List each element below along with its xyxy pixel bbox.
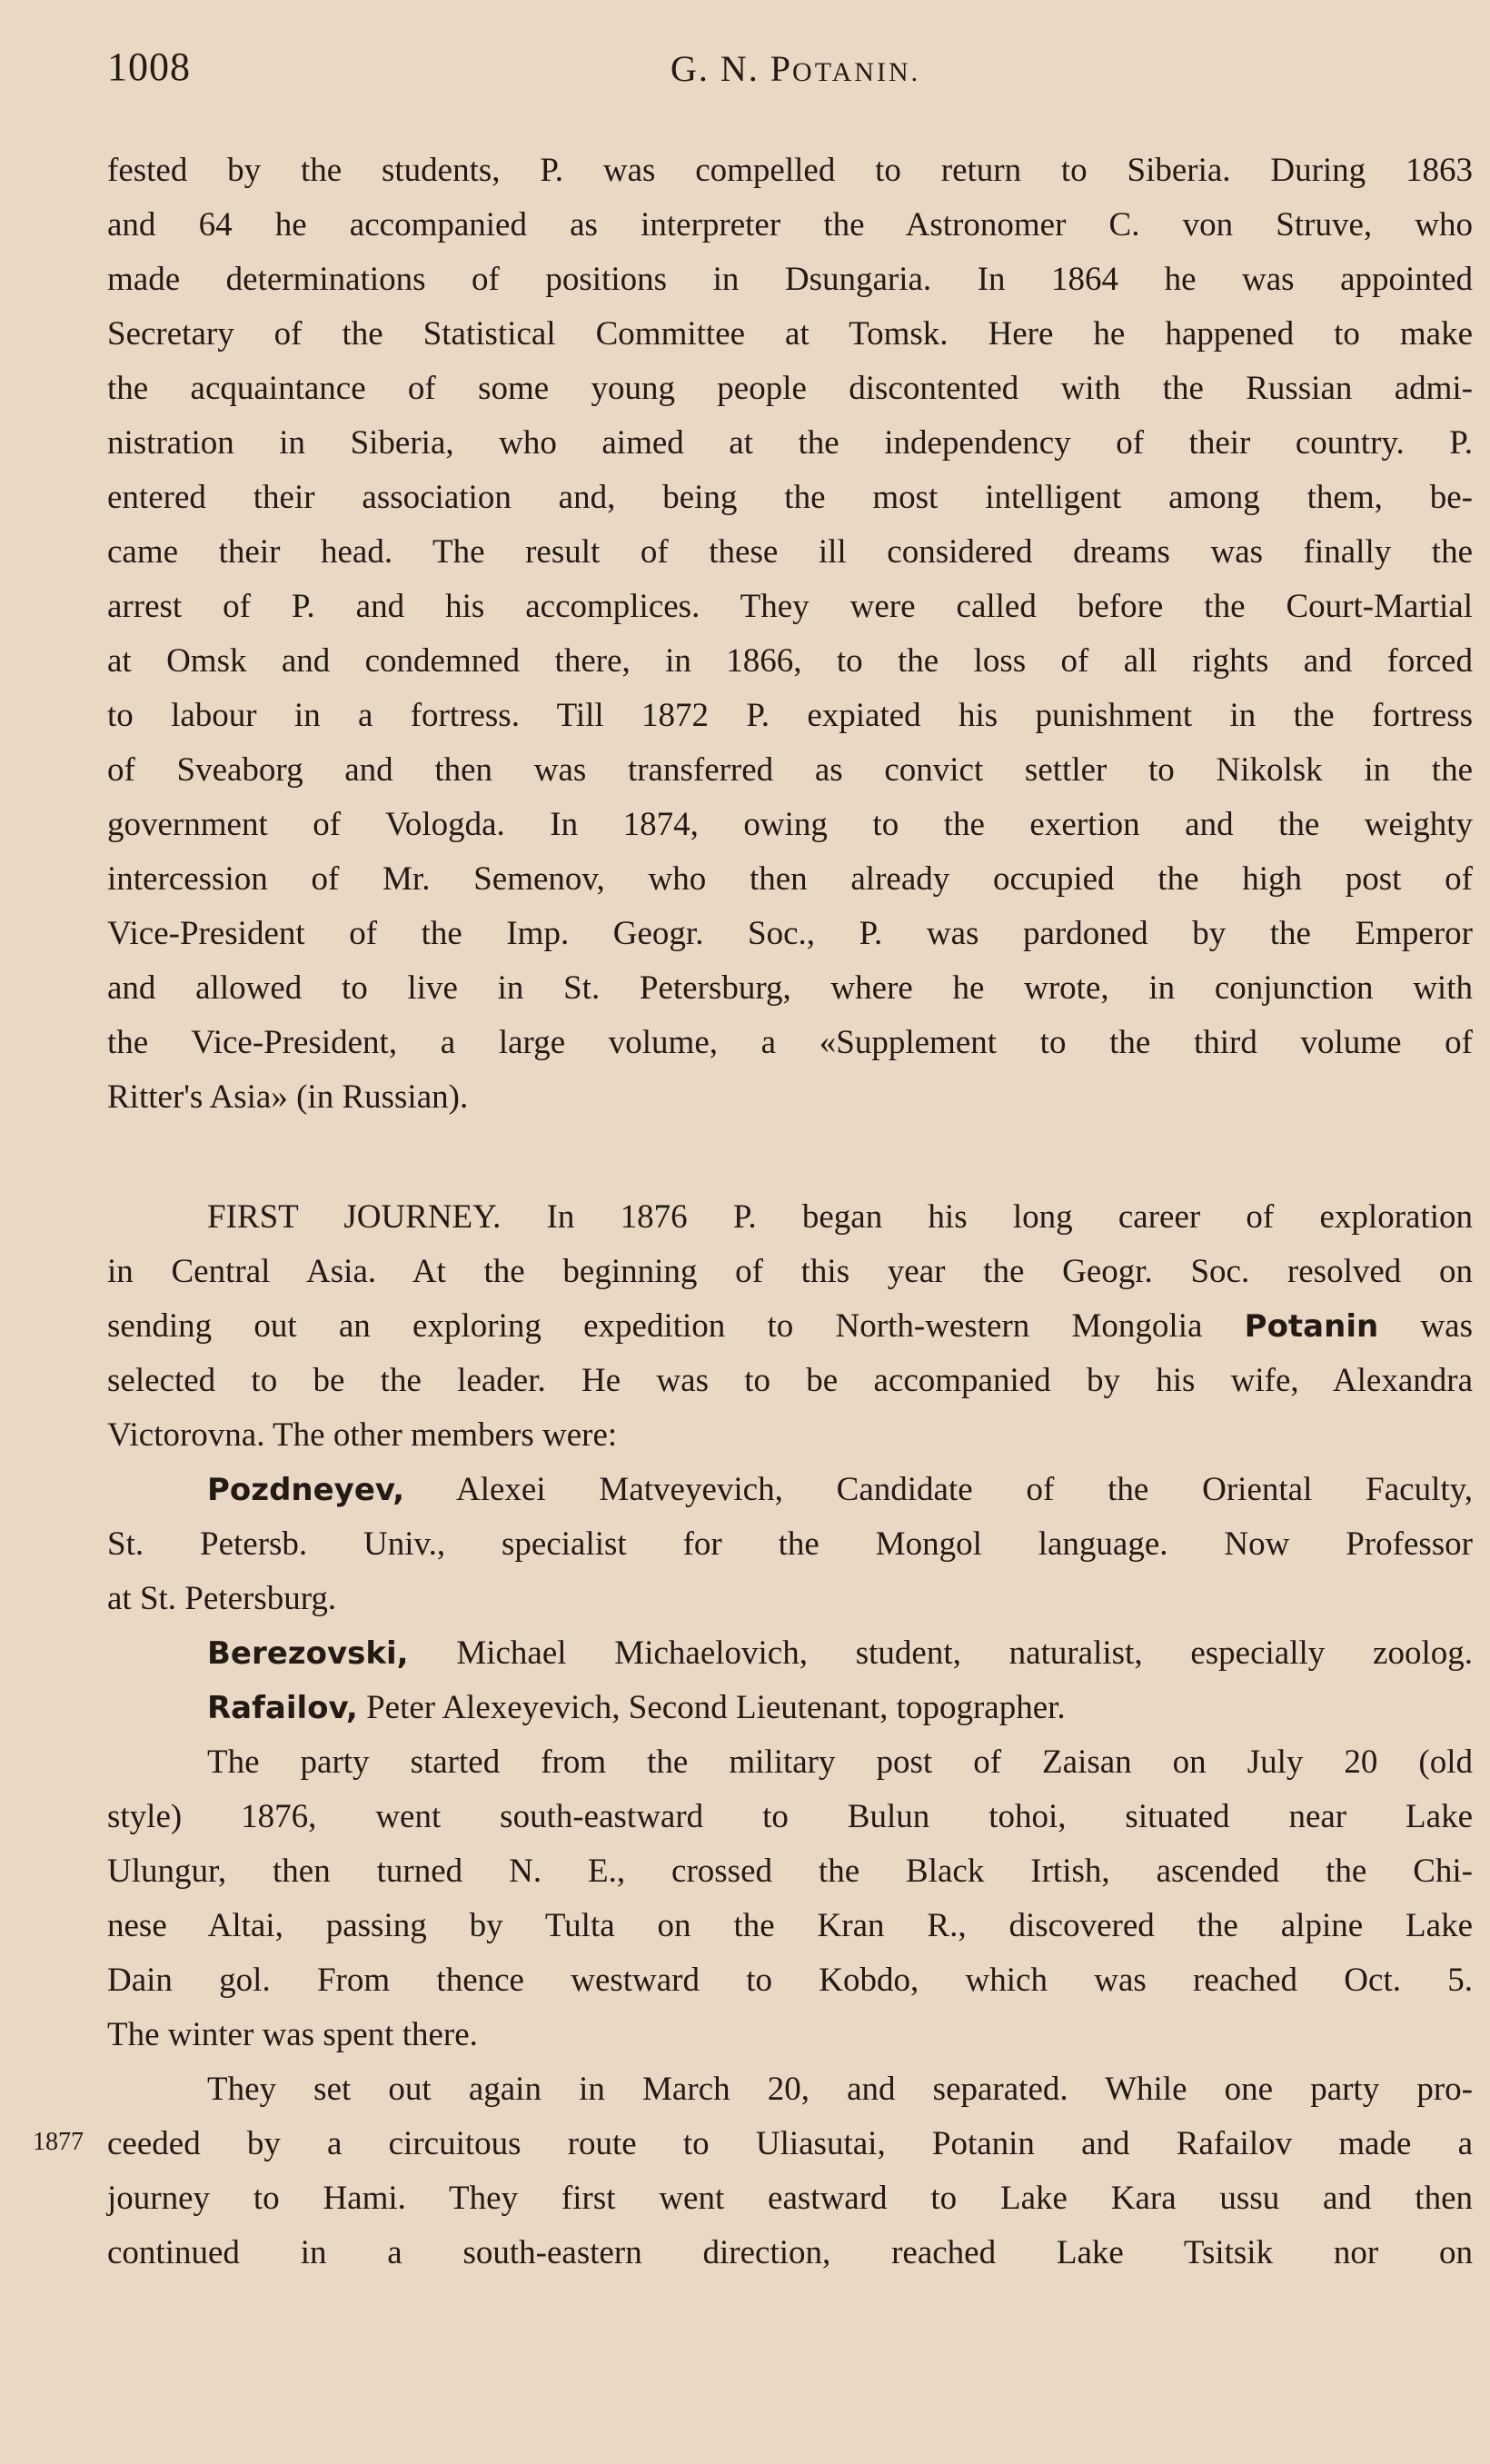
text-line: Victorovna. The other members were: — [107, 1416, 618, 1454]
text-line: Vice-President of the Imp. Geogr. Soc., P. was pardoned by the Emperor — [107, 915, 1473, 952]
text-line: at St. Petersburg. — [107, 1580, 337, 1617]
paragraph-party-route — [107, 1735, 1473, 2062]
text-line: nistration in Siberia, who aimed at the independency of their country. P. — [107, 424, 1473, 462]
person-name-potanin: Potanin — [1244, 1308, 1379, 1345]
text-line: selected to be the leader. He was to be accompanied by his wife, Alexandra — [107, 1362, 1473, 1399]
text-line: made determinations of positions in Dsungaria. In 1864 he was appointed — [107, 261, 1473, 298]
text-line: at Omsk and condemned there, in 1866, to the loss of all rights and forced — [107, 642, 1473, 680]
text-line: Ritter's Asia» (in Russian). — [107, 1078, 469, 1116]
page-header — [107, 44, 1488, 107]
paragraph-1877 — [107, 2062, 1473, 2280]
text-line: nese Altai, passing by Tulta on the Kran R., discovered the alpine Lake — [107, 1907, 1473, 1944]
text-line: sending out an exploring expedition to North-western Mongolia Potanin was — [107, 1307, 1473, 1345]
margin-year-note: 1877 — [33, 2128, 84, 2156]
text-line: ceeded by a circuitous route to Uliasutai, Potanin and Rafailov made a — [107, 2125, 1473, 2162]
text-line: St. Petersb. Univ., specialist for the Mongol language. Now Professor — [107, 1525, 1473, 1563]
text-line: fested by the students, P. was compelled to return to Siberia. During 1863 — [107, 152, 1473, 189]
text-line: style) 1876, went south-eastward to Bulun tohoi, situated near Lake — [107, 1798, 1473, 1835]
member-name: Berezovski, — [207, 1635, 409, 1672]
paragraph-first-journey — [107, 1190, 1473, 1463]
text-line: and allowed to live in St. Petersburg, where he wrote, in conjunction with — [107, 969, 1473, 1007]
text-line: journey to Hami. They first went eastward to Lake Kara ussu and then — [107, 2180, 1473, 2217]
member-name: Rafailov, — [207, 1690, 358, 1726]
running-title: G. N. POTANIN. — [670, 48, 921, 89]
text-line: They set out again in March 20, and separated. While one party pro- — [207, 2071, 1473, 2108]
text-line: the Vice-President, a large volume, a «Supplement to the third volume of — [107, 1024, 1473, 1061]
text-line: The winter was spent there. — [107, 2016, 478, 2053]
member-line: Berezovski, Michael Michaelovich, student, naturalist, especially zoolog. — [207, 1634, 1474, 1672]
text-line: continued in a south-eastern direction, reached Lake Tsitsik nor on — [107, 2234, 1473, 2271]
text-line: entered their association and, being the most intelligent among them, be- — [107, 479, 1473, 516]
text-line: came their head. The result of these ill considered dreams was finally the — [107, 533, 1473, 571]
members-list — [107, 1463, 1473, 1735]
text-line: The party started from the military post of Zaisan on July 20 (old — [207, 1744, 1473, 1781]
page-number: 1008 — [107, 45, 191, 89]
text-line: Dain gol. From thence westward to Kobdo, which was reached Oct. 5. — [107, 1962, 1473, 1999]
text-line: Secretary of the Statistical Committee at Tomsk. Here he happened to make — [107, 315, 1473, 353]
text-line: the acquaintance of some young people discontented with the Russian admi- — [107, 370, 1473, 407]
text-line: FIRST JOURNEY. In 1876 P. began his long career of exploration — [207, 1198, 1473, 1236]
member-line: Pozdneyev, Alexei Matveyevich, Candidate of the Oriental Faculty, — [207, 1471, 1473, 1508]
text-line: government of Vologda. In 1874, owing to the exertion and the weighty — [107, 806, 1473, 843]
page-body — [107, 144, 1473, 2280]
text-line: to labour in a fortress. Till 1872 P. expiated his punishment in the fortress — [107, 697, 1473, 734]
text-line: Ulungur, then turned N. E., crossed the Black Irtish, ascended the Chi- — [107, 1853, 1473, 1890]
member-name: Pozdneyev, — [207, 1472, 405, 1508]
text-line: of Sveaborg and then was transferred as convict settler to Nikolsk in the — [107, 751, 1473, 789]
text-line: arrest of P. and his accomplices. They were called before the Court-Martial — [107, 588, 1473, 625]
text-line: intercession of Mr. Semenov, who then already occupied the high post of — [107, 860, 1473, 898]
text-line: and 64 he accompanied as interpreter the Astronomer C. von Struve, who — [107, 206, 1473, 243]
member-line: Rafailov, Peter Alexeyevich, Second Lieutenant, topographer. — [207, 1689, 1066, 1726]
text-line: in Central Asia. At the beginning of this year the Geogr. Soc. resolved on — [107, 1253, 1473, 1290]
paragraph-1 — [107, 144, 1473, 1125]
